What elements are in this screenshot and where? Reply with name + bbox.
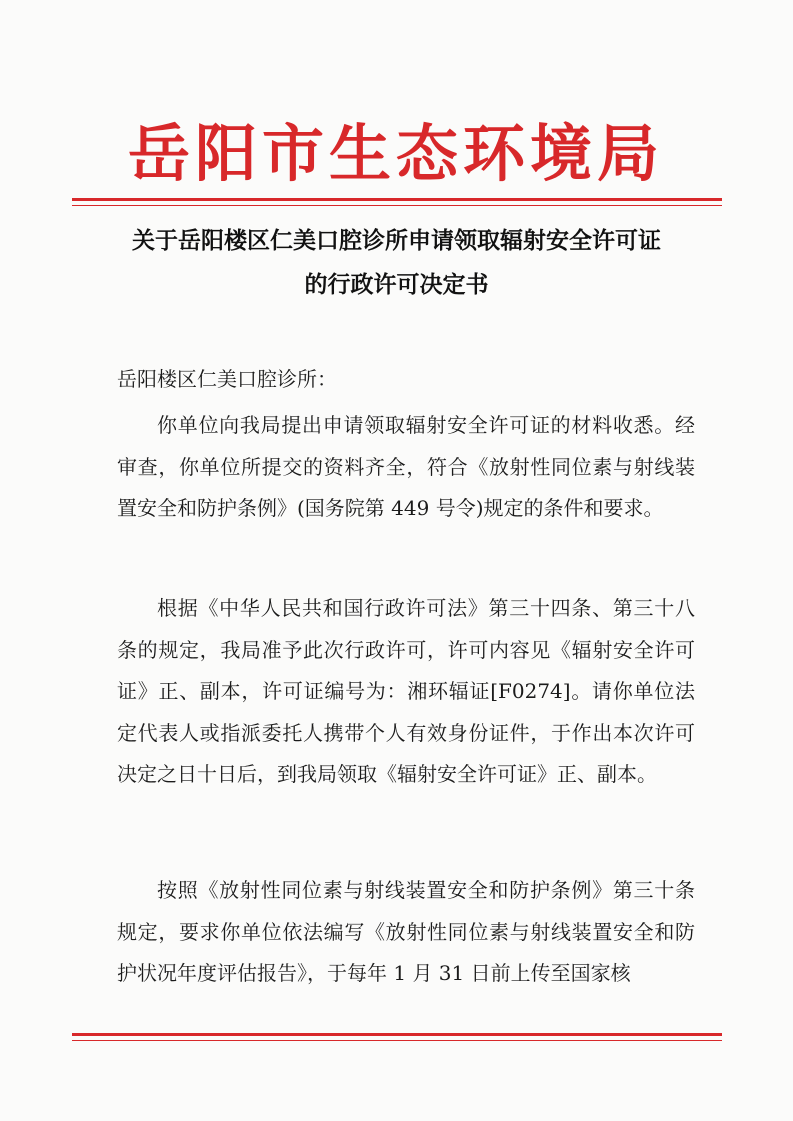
body-paragraph-2: 根据《中华人民共和国行政许可法》第三十四条、第三十八条的规定，我局准予此次行政许可，许可内容见《辐射安全许可证》正、副本，许可证编号为：湘环辐证[F0274]。请你单位法定代表人或指派委托人携带个人有效身份证件，于作出本次许可决定之日十日后，到我局领取《辐射安全许可证》正、副本。 (117, 596, 695, 786)
footer-rule-thin (72, 1040, 722, 1041)
body-paragraph-1: 你单位向我局提出申请领取辐射安全许可证的材料收悉。经审查，你单位所提交的资料齐全，符合《放射性同位素与射线装置安全和防护条例》(国务院第 449 号令)规定的条件和要求。 (117, 413, 695, 520)
addressee: 岳阳楼区仁美口腔诊所： (117, 367, 337, 391)
agency-masthead: 岳阳市生态环境局 (127, 117, 664, 190)
footer-rule-thick (72, 1033, 722, 1036)
document-title-line-2: 的行政许可决定书 (304, 272, 489, 298)
header-rule-thin (72, 205, 722, 206)
header-rule-thick (72, 198, 722, 201)
body-paragraph-3: 按照《放射性同位素与射线装置安全和防护条例》第三十条规定，要求你单位依法编写《放射性同位素与射线装置安全和防护状况年度评估报告》，于每年 1 月 31 日前上传至国家核 (117, 878, 695, 985)
document-title-line-1: 关于岳阳楼区仁美口腔诊所申请领取辐射安全许可证 (132, 228, 661, 254)
